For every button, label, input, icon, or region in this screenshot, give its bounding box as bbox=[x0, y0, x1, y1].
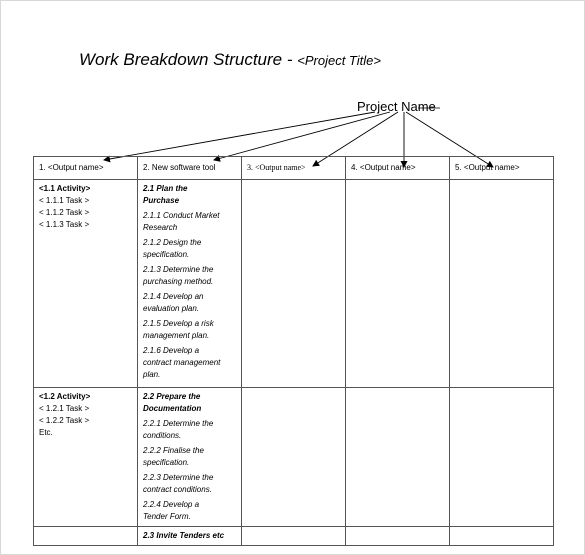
empty-cell bbox=[242, 388, 346, 527]
empty-cell bbox=[242, 527, 346, 546]
header-cell-5: 5. <Output name> bbox=[450, 157, 554, 180]
title-main: Work Breakdown Structure - bbox=[79, 50, 298, 69]
list-item: 2.1.4 Develop an evaluation plan. bbox=[143, 292, 204, 313]
list-item: 2.2.4 Develop a Tender Form. bbox=[143, 500, 200, 521]
task-item: < 1.1.2 Task > bbox=[39, 208, 90, 217]
table-row bbox=[34, 388, 554, 527]
header-cell-3: 3. <Output name> bbox=[242, 157, 346, 180]
subtask-cell bbox=[138, 180, 242, 388]
list-item: 2.1.5 Develop a risk management plan. bbox=[143, 319, 214, 340]
list-item: 2.2.1 Determine the conditions. bbox=[143, 419, 214, 440]
list-item: 2.1.6 Develop a contract management plan. bbox=[143, 346, 221, 379]
task-item: Etc. bbox=[39, 428, 53, 437]
activity-title: <1.1 Activity> bbox=[39, 184, 91, 193]
list-item: 2.2.2 Finalise the specification. bbox=[143, 446, 204, 467]
header-cell-2: 2. New software tool bbox=[138, 157, 242, 180]
work-package-title: 2.2 Prepare the Documentation bbox=[143, 392, 202, 413]
empty-cell bbox=[346, 180, 450, 388]
task-item: < 1.1.3 Task > bbox=[39, 220, 90, 229]
subtask-cell bbox=[138, 388, 242, 527]
empty-cell bbox=[242, 180, 346, 388]
table-row bbox=[34, 180, 554, 388]
activity-title: <1.2 Activity> bbox=[39, 392, 91, 401]
empty-cell bbox=[450, 527, 554, 546]
list-item: 2.1.1 Conduct Market Research bbox=[143, 211, 220, 232]
empty-cell bbox=[34, 527, 138, 546]
work-package-title: 2.3 Invite Tenders etc bbox=[138, 527, 242, 546]
project-name-label: Project Name bbox=[357, 99, 436, 114]
task-item: < 1.1.1 Task > bbox=[39, 196, 90, 205]
task-item: < 1.2.1 Task > bbox=[39, 404, 90, 413]
table-row bbox=[34, 527, 554, 546]
activity-cell bbox=[34, 388, 138, 527]
list-item: 2.1.3 Determine the purchasing method. bbox=[143, 265, 214, 286]
header-cell-4: 4. <Output name> bbox=[346, 157, 450, 180]
list-item: 2.1.2 Design the specification. bbox=[143, 238, 202, 259]
list-item: 2.2.3 Determine the contract conditions. bbox=[143, 473, 214, 494]
task-item: < 1.2.2 Task > bbox=[39, 416, 90, 425]
work-package-title: 2.1 Plan the Purchase bbox=[143, 184, 188, 205]
empty-cell bbox=[450, 388, 554, 527]
header-row bbox=[34, 157, 554, 180]
empty-cell bbox=[450, 180, 554, 388]
title-project-placeholder: <Project Title> bbox=[297, 53, 381, 68]
header-cell-1: 1. <Output name> bbox=[34, 157, 138, 180]
empty-cell bbox=[346, 388, 450, 527]
wbs-table bbox=[33, 156, 554, 546]
empty-cell bbox=[346, 527, 450, 546]
activity-cell bbox=[34, 180, 138, 388]
